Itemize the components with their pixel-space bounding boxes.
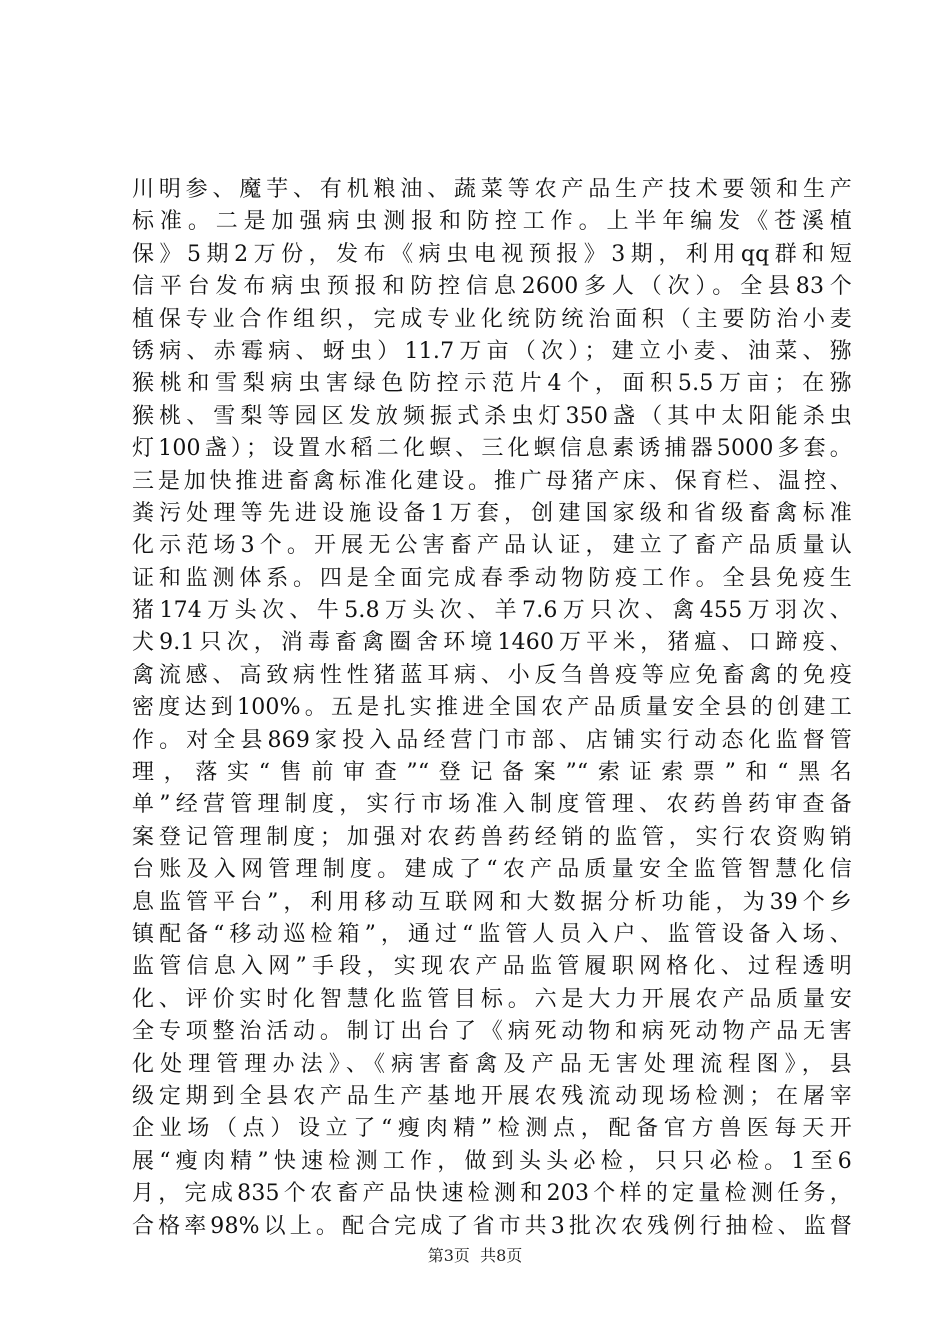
text-line: 灯100盏）；设置水稻二化螟、三化螟信息素诱捕器5000多套。 bbox=[132, 436, 852, 462]
text-line: 化示范场3个。开展无公害畜产品认证，建立了畜产品质量认 bbox=[132, 533, 852, 559]
text-line: 猴桃和雪梨病虫害绿色防控示范片4个，面积5.5万亩；在猕 bbox=[132, 371, 852, 397]
page-footer: 第3页 共8页 bbox=[427, 1246, 523, 1265]
text-line: 化、评价实时化智慧化监管目标。六是大力开展农产品质量安 bbox=[132, 986, 852, 1012]
text-line: 猴桃、雪梨等园区发放频振式杀虫灯350盏（其中太阳能杀虫 bbox=[132, 403, 852, 429]
text-line: 理，落实“售前审查”“登记备案”“索证索票”和“黑名 bbox=[132, 760, 852, 786]
text-line: 月，完成835个农畜产品快速检测和203个样的定量检测任务， bbox=[132, 1181, 852, 1207]
text-line: 信平台发布病虫预报和防控信息2600多人（次）。全县83个 bbox=[132, 274, 852, 300]
text-line: 三是加快推进畜禽标准化建设。推广母猪产床、保育栏、温控、 bbox=[132, 468, 852, 494]
text-line: 植保专业合作组织，完成专业化统防统治面积（主要防治小麦 bbox=[132, 306, 852, 332]
text-line: 川明参、魔芋、有机粮油、蔬菜等农产品生产技术要领和生产 bbox=[132, 177, 852, 202]
body-text bbox=[132, 174, 852, 1243]
text-line: 标准。二是加强病虫测报和防控工作。上半年编发《苍溪植 bbox=[132, 209, 852, 235]
text-line: 镇配备“移动巡检箱”，通过“监管人员入户、监管设备入场、 bbox=[132, 921, 852, 947]
text-line: 展“瘦肉精”快速检测工作，做到头头必检，只只必检。1至6 bbox=[132, 1148, 852, 1174]
text-line: 禽流感、高致病性性猪蓝耳病、小反刍兽疫等应免畜禽的免疫 bbox=[132, 662, 852, 688]
text-line: 全专项整治活动。制订出台了《病死动物和病死动物产品无害 bbox=[132, 1019, 852, 1045]
text-line: 监管信息入网”手段，实现农产品监管履职网格化、过程透明 bbox=[132, 954, 852, 980]
text-line: 保》5期2万份，发布《病虫电视预报》3期，利用qq群和短 bbox=[132, 241, 852, 267]
text-line: 锈病、赤霉病、蚜虫）11.7万亩（次）；建立小麦、油菜、猕 bbox=[132, 338, 852, 364]
text-line: 台账及入网管理制度。建成了“农产品质量安全监管智慧化信 bbox=[132, 857, 852, 883]
text-line: 合格率98%以上。配合完成了省市共3批次农残例行抽检、监督 bbox=[132, 1213, 852, 1239]
text-line: 作。对全县869家投入品经营门市部、店铺实行动态化监督管 bbox=[132, 727, 852, 753]
text-line: 单”经营管理制度，实行市场准入制度管理、农药兽药审查备 bbox=[132, 792, 852, 818]
text-line: 证和监测体系。四是全面完成春季动物防疫工作。全县免疫生 bbox=[132, 565, 852, 591]
text-line: 级定期到全县农产品生产基地开展农残流动现场检测；在屠宰 bbox=[132, 1083, 852, 1109]
text-line: 猪174万头次、牛5.8万头次、羊7.6万只次、禽455万羽次、 bbox=[132, 598, 852, 624]
text-line: 粪污处理等先进设施设备1万套，创建国家级和省级畜禽标准 bbox=[132, 500, 852, 526]
text-line: 企业场（点）设立了“瘦肉精”检测点，配备官方兽医每天开 bbox=[132, 1116, 852, 1142]
text-line: 案登记管理制度；加强对农药兽药经销的监管，实行农资购销 bbox=[132, 824, 852, 850]
text-line: 息监管平台”，利用移动互联网和大数据分析功能，为39个乡 bbox=[132, 889, 852, 915]
text-line: 化处理管理办法》、《病害畜禽及产品无害处理流程图》，县 bbox=[132, 1051, 852, 1077]
text-line: 密度达到100%。五是扎实推进全国农产品质量安全县的创建工 bbox=[132, 695, 852, 721]
text-line: 犬9.1只次，消毒畜禽圈舍环境1460万平米，猪瘟、口蹄疫、 bbox=[132, 630, 852, 656]
